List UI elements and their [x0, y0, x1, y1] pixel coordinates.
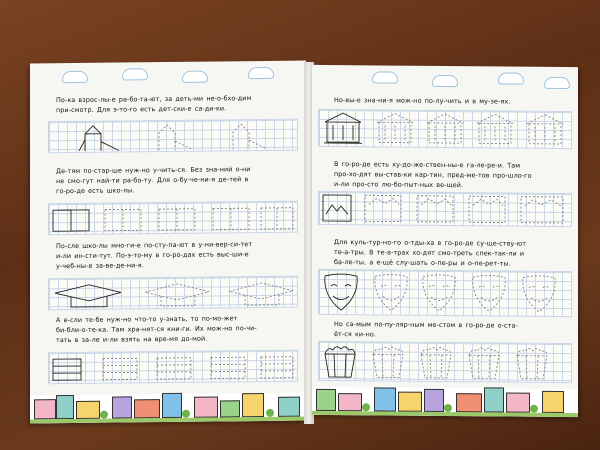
paragraph-gallery: В го-ро-де есть ху-до-же-ствен-ны-е га-ле-ре-и. Там про-хо-дят вы-став-ки кар-тин, пред-ме-тов про-шло-го и-ли про-сто лю-бо-пыт-ных ве-щей.	[334, 160, 532, 190]
cloud-icon	[62, 71, 88, 83]
building	[484, 387, 504, 412]
building	[506, 393, 530, 413]
theatre-mask-icon	[319, 270, 571, 316]
workbook-spread	[30, 62, 575, 436]
building	[112, 396, 132, 418]
building	[338, 393, 362, 411]
cloud-icon	[498, 72, 524, 84]
open-book-icon	[49, 202, 297, 235]
tracing-row-theatre[interactable]	[318, 269, 572, 317]
popcorn-bucket-icon	[319, 342, 571, 382]
building	[134, 399, 160, 418]
tracing-row-kindergarten[interactable]	[48, 119, 298, 154]
building	[34, 399, 56, 419]
tree	[444, 404, 452, 412]
paragraph-theatre: Для куль-тур-но-го о-тды-ха в го-ро-де су-ще-ству-ют те-а-тры. В те-а-трах хо-дят смо-треть спек-так-ли и ба-ле-ты, а е-щё слу-шать о-пе-ры и о-пе-рет-ты.	[334, 238, 527, 268]
tracing-row-cinema[interactable]	[318, 341, 572, 383]
city-skyline-footer	[312, 387, 578, 417]
paragraph-school: Де-тям по-стар-ше нуж-но у-чить-ся. Без зна-ний о-ни не смо-гут най-ти ра-бо-ту. Для о-бу-че-ни-я де-тей в го-ро-де есть шко-лы.	[56, 165, 251, 196]
cloud-icon	[372, 71, 398, 83]
building	[76, 401, 100, 419]
cloud-icon	[432, 75, 458, 87]
cloud-icon	[182, 71, 208, 83]
building	[398, 392, 422, 412]
cloud-icon	[248, 67, 274, 79]
building	[424, 389, 444, 412]
paragraph-university: По-сле шко-лы мно-ги-е по-сту-па-ют в у-ни-вер-си-тет и-ли ин-сти-тут. По-э-то-му в го-ро-дах есть выс-ши-е у-чеб-ны-е за-ве-де-ни-я.	[56, 240, 253, 271]
building	[162, 393, 182, 418]
tracing-row-university[interactable]	[48, 276, 298, 311]
paragraph-library: А е-сли те-бе нуж-но что-то у-знать, то по-мо-жет би-бли-о-те-ка. Там хра-нят-ся кни-ги. Их мож-но по-чи- тать в за-ле и-ли взять на вре-мя до-мой.	[56, 314, 257, 345]
left-page	[30, 61, 306, 424]
building	[542, 391, 564, 413]
paragraph-cinema: Но са-мым по-пу-ляр-ным ме-стом в го-ро-де о-ста- ёт-ся ки-но.	[334, 320, 518, 339]
tree	[100, 411, 108, 419]
tree	[530, 405, 538, 413]
building	[194, 396, 218, 417]
building	[56, 395, 74, 419]
cloud-icon	[544, 77, 570, 89]
kindergarten-slide-icon	[49, 120, 297, 153]
grass	[312, 411, 578, 417]
tracing-row-school[interactable]	[48, 201, 298, 236]
right-page	[312, 65, 578, 417]
building	[456, 393, 482, 412]
picture-frame-icon	[319, 192, 571, 226]
paragraph-kindergarten: По-ка взрос-лы-е ра-бо-та-ют, за деть-ми не-о-бхо-дим при-смотр. Для э-то-го есть дет-ски-е са-ди-ки.	[56, 94, 252, 115]
museum-building-icon	[319, 110, 571, 148]
paragraph-museum: Но-вы-е зна-ни-я мож-но по-лу-чить и в му-зе-ях.	[334, 96, 511, 106]
building	[278, 397, 300, 417]
building	[316, 389, 336, 411]
stacked-books-icon	[49, 351, 297, 384]
tree	[362, 403, 370, 411]
tracing-row-museum[interactable]	[318, 109, 572, 149]
tracing-row-gallery[interactable]	[318, 191, 572, 227]
tracing-row-library[interactable]	[48, 350, 298, 385]
cloud-icon	[122, 68, 148, 80]
building	[220, 400, 240, 417]
graduation-cap-icon	[49, 277, 297, 310]
city-skyline-footer	[30, 393, 306, 424]
tree	[182, 410, 190, 418]
building	[374, 387, 396, 411]
building	[242, 393, 264, 417]
tree	[266, 409, 274, 417]
